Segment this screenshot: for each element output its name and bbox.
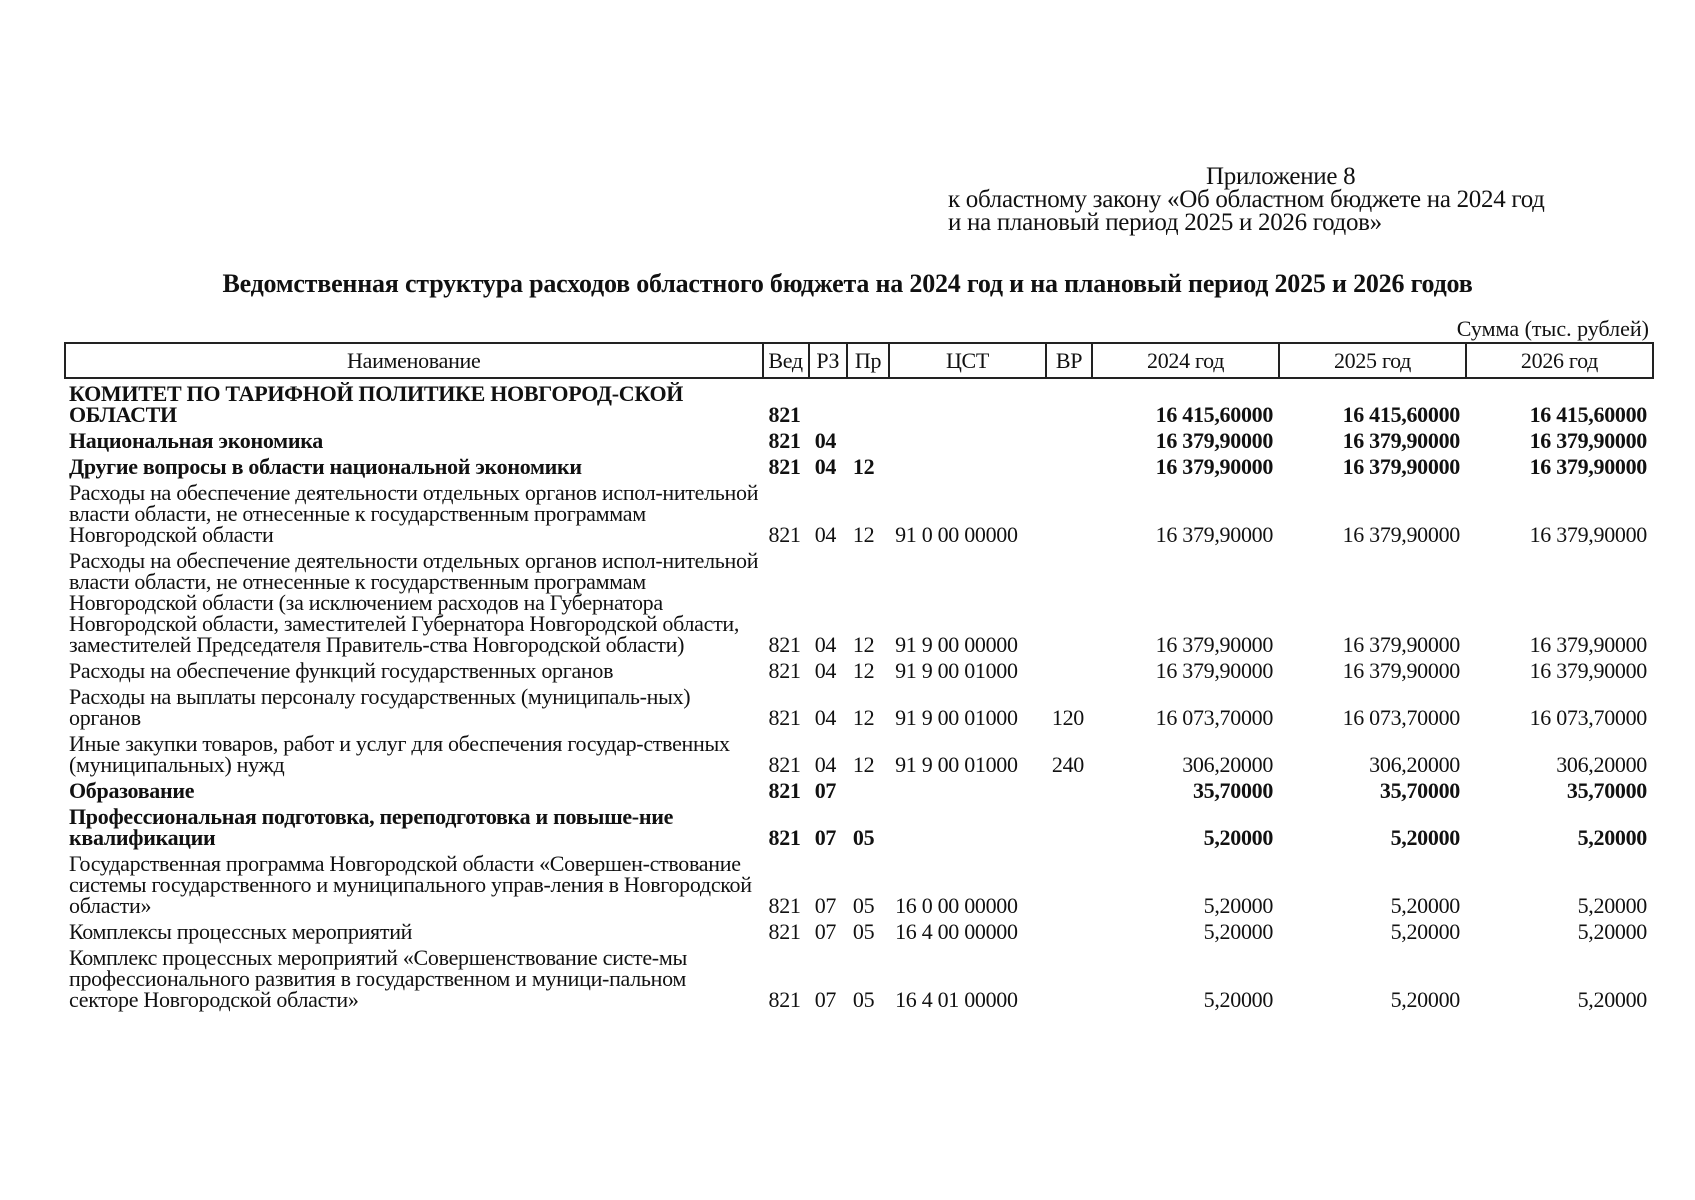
table-row <box>65 656 1653 682</box>
row-2025: 16 379,90000 <box>1342 522 1460 547</box>
row-name: Расходы на обеспечение деятельности отдельных органов испол-нительной власти области, не отнесенные к государственным программам Новгородской области <box>69 480 759 547</box>
row-ved: 821 <box>768 705 801 730</box>
row-ved: 821 <box>768 778 801 803</box>
row-rz: 07 <box>814 919 837 944</box>
row-2024: 16 379,90000 <box>1155 454 1274 479</box>
table-row <box>65 478 1653 546</box>
row-vr <box>1046 478 1092 546</box>
row-vr <box>1046 378 1092 426</box>
row-2024: 306,20000 <box>1182 752 1274 777</box>
row-vr <box>1046 802 1092 849</box>
table-row <box>65 802 1653 849</box>
row-name: Образование <box>69 778 195 803</box>
row-pr <box>847 776 889 802</box>
header-rz: РЗ <box>809 343 847 378</box>
annex-line-1: к областному закону «Об областном бюджете на 2024 год <box>948 186 1545 213</box>
table-row <box>65 849 1653 917</box>
row-rz: 04 <box>814 522 837 547</box>
row-2024: 16 379,90000 <box>1155 428 1274 453</box>
row-cst <box>889 426 1046 452</box>
row-pr: 12 <box>852 522 875 547</box>
row-vr <box>1046 452 1092 478</box>
row-2024: 5,20000 <box>1203 893 1274 918</box>
row-cst: 16 0 00 00000 <box>895 893 1018 918</box>
row-2026: 5,20000 <box>1577 919 1647 944</box>
row-rz <box>809 378 847 426</box>
row-vr <box>1046 917 1092 943</box>
table-row <box>65 917 1653 943</box>
row-cst: 91 9 00 01000 <box>895 705 1018 730</box>
row-2024: 5,20000 <box>1203 825 1274 850</box>
row-name: Расходы на обеспечение деятельности отдельных органов испол-нительной власти области, не отнесенные к государственным программам Новгородской области (за исключением расходов на Губернатора Новгородской области, заместителей Губернатора Новгородской области, заместителей Председателя Правитель-ства Новгородской области) <box>69 548 759 657</box>
header-name: Наименование <box>65 343 763 378</box>
row-name: Расходы на обеспечение функций государственных органов <box>69 658 614 683</box>
row-rz: 07 <box>814 987 837 1012</box>
row-2026: 16 073,70000 <box>1529 705 1647 730</box>
row-2024: 16 415,60000 <box>1155 402 1274 427</box>
row-rz: 04 <box>814 428 837 453</box>
header-2026: 2026 год <box>1466 343 1653 378</box>
row-name: Комплекс процессных мероприятий «Совершенствование систе-мы профессионального развития в государственном и муници-пальном секторе Новгородской области» <box>69 945 687 1012</box>
row-pr <box>847 426 889 452</box>
row-ved: 821 <box>768 893 801 918</box>
row-2024: 16 379,90000 <box>1155 632 1274 657</box>
row-cst: 16 4 01 00000 <box>895 987 1018 1012</box>
budget-table <box>64 342 1654 1011</box>
row-vr <box>1046 426 1092 452</box>
row-vr: 240 <box>1051 752 1084 777</box>
row-vr <box>1046 943 1092 1011</box>
row-2026: 16 379,90000 <box>1529 454 1647 479</box>
row-2024: 16 379,90000 <box>1155 522 1274 547</box>
header-pr: Пр <box>847 343 889 378</box>
row-2025: 5,20000 <box>1390 987 1460 1012</box>
table-header-row <box>65 343 1653 378</box>
table-row <box>65 776 1653 802</box>
row-pr: 12 <box>852 632 875 657</box>
row-2026: 16 379,90000 <box>1529 632 1647 657</box>
row-ved: 821 <box>768 402 801 427</box>
row-cst: 16 4 00 00000 <box>895 919 1018 944</box>
row-ved: 821 <box>768 752 801 777</box>
row-2025: 16 379,90000 <box>1342 632 1460 657</box>
row-cst: 91 0 00 00000 <box>895 522 1018 547</box>
row-pr: 12 <box>852 454 875 479</box>
header-cst: ЦСТ <box>889 343 1046 378</box>
row-name: Расходы на выплаты персоналу государственных (муниципаль-ных) органов <box>69 684 691 730</box>
row-name: Государственная программа Новгородской области «Совершен-ствование системы государственного и муниципального управ-ления в Новгородской области» <box>69 851 752 918</box>
table-row <box>65 682 1653 729</box>
row-ved: 821 <box>768 428 801 453</box>
row-ved: 821 <box>768 987 801 1012</box>
row-rz: 04 <box>814 658 837 683</box>
annex-title: Приложение 8 <box>1206 163 1356 190</box>
row-ved: 821 <box>768 454 801 479</box>
row-ved: 821 <box>768 522 801 547</box>
row-cst <box>889 452 1046 478</box>
row-vr <box>1046 656 1092 682</box>
row-2025: 16 379,90000 <box>1342 428 1460 453</box>
row-pr: 12 <box>852 658 875 683</box>
row-2025: 16 073,70000 <box>1342 705 1460 730</box>
table-row <box>65 729 1653 776</box>
row-2025: 16 379,90000 <box>1342 454 1460 479</box>
row-rz: 04 <box>814 454 837 479</box>
annex-header <box>948 165 1545 234</box>
row-rz: 07 <box>814 893 837 918</box>
header-2024: 2024 год <box>1092 343 1279 378</box>
row-2024: 16 379,90000 <box>1155 658 1274 683</box>
row-2025: 5,20000 <box>1390 893 1460 918</box>
row-name: Профессиональная подготовка, переподготовка и повыше-ние квалификации <box>69 804 674 850</box>
row-name: КОМИТЕТ ПО ТАРИФНОЙ ПОЛИТИКЕ НОВГОРОД-СКОЙ ОБЛАСТИ <box>69 381 684 427</box>
row-2024: 5,20000 <box>1203 919 1274 944</box>
row-2025: 5,20000 <box>1390 919 1460 944</box>
row-name: Национальная экономика <box>69 428 323 453</box>
header-ved: Вед <box>763 343 809 378</box>
row-2026: 16 379,90000 <box>1529 522 1647 547</box>
row-ved: 821 <box>768 825 801 850</box>
row-2025: 16 379,90000 <box>1342 658 1460 683</box>
row-2025: 5,20000 <box>1390 825 1460 850</box>
row-pr: 05 <box>852 893 875 918</box>
row-pr <box>847 378 889 426</box>
row-pr: 05 <box>852 825 875 850</box>
row-ved: 821 <box>768 919 801 944</box>
row-2025: 35,70000 <box>1379 778 1460 803</box>
row-name: Иные закупки товаров, работ и услуг для обеспечения государ-ственных (муниципальных) нужд <box>69 731 730 777</box>
row-pr: 05 <box>852 919 875 944</box>
row-pr: 12 <box>852 705 875 730</box>
row-rz: 07 <box>814 825 837 850</box>
row-2025: 16 415,60000 <box>1342 402 1460 427</box>
row-cst <box>889 802 1046 849</box>
document-title: Ведомственная структура расходов областного бюджета на 2024 год и на плановый период 2025 и 2026 годов <box>222 269 1473 298</box>
row-2026: 16 415,60000 <box>1529 402 1647 427</box>
row-2026: 35,70000 <box>1566 778 1647 803</box>
row-2026: 16 379,90000 <box>1529 428 1647 453</box>
row-pr: 12 <box>852 752 875 777</box>
row-2026: 5,20000 <box>1577 825 1647 850</box>
row-rz: 04 <box>814 632 837 657</box>
row-2026: 306,20000 <box>1556 752 1647 777</box>
row-ved: 821 <box>768 658 801 683</box>
annex-line-2: и на плановый период 2025 и 2026 годов» <box>948 209 1382 236</box>
table-row <box>65 943 1653 1011</box>
row-rz: 07 <box>814 778 837 803</box>
row-vr <box>1046 546 1092 656</box>
header-2025: 2025 год <box>1279 343 1466 378</box>
row-2024: 16 073,70000 <box>1155 705 1274 730</box>
row-2024: 5,20000 <box>1203 987 1274 1012</box>
table-row <box>65 426 1653 452</box>
row-pr: 05 <box>852 987 875 1012</box>
row-rz: 04 <box>814 752 837 777</box>
row-2024: 35,70000 <box>1192 778 1274 803</box>
row-cst: 91 9 00 00000 <box>895 632 1018 657</box>
row-2026: 5,20000 <box>1577 893 1647 918</box>
row-name: Комплексы процессных мероприятий <box>69 919 413 944</box>
row-cst: 91 9 00 01000 <box>895 658 1018 683</box>
header-vr: ВР <box>1046 343 1092 378</box>
row-vr <box>1046 849 1092 917</box>
units-label: Сумма (тыс. рублей) <box>1456 316 1649 341</box>
row-cst: 91 9 00 01000 <box>895 752 1018 777</box>
row-cst <box>889 378 1046 426</box>
row-ved: 821 <box>768 632 801 657</box>
row-2026: 16 379,90000 <box>1529 658 1647 683</box>
row-rz: 04 <box>814 705 837 730</box>
row-cst <box>889 776 1046 802</box>
row-2025: 306,20000 <box>1369 752 1460 777</box>
row-vr: 120 <box>1051 705 1084 730</box>
table-row <box>65 452 1653 478</box>
table-row <box>65 378 1653 426</box>
row-name: Другие вопросы в области национальной экономики <box>69 454 582 479</box>
table-row <box>65 546 1653 656</box>
row-vr <box>1046 776 1092 802</box>
row-2026: 5,20000 <box>1577 987 1647 1012</box>
